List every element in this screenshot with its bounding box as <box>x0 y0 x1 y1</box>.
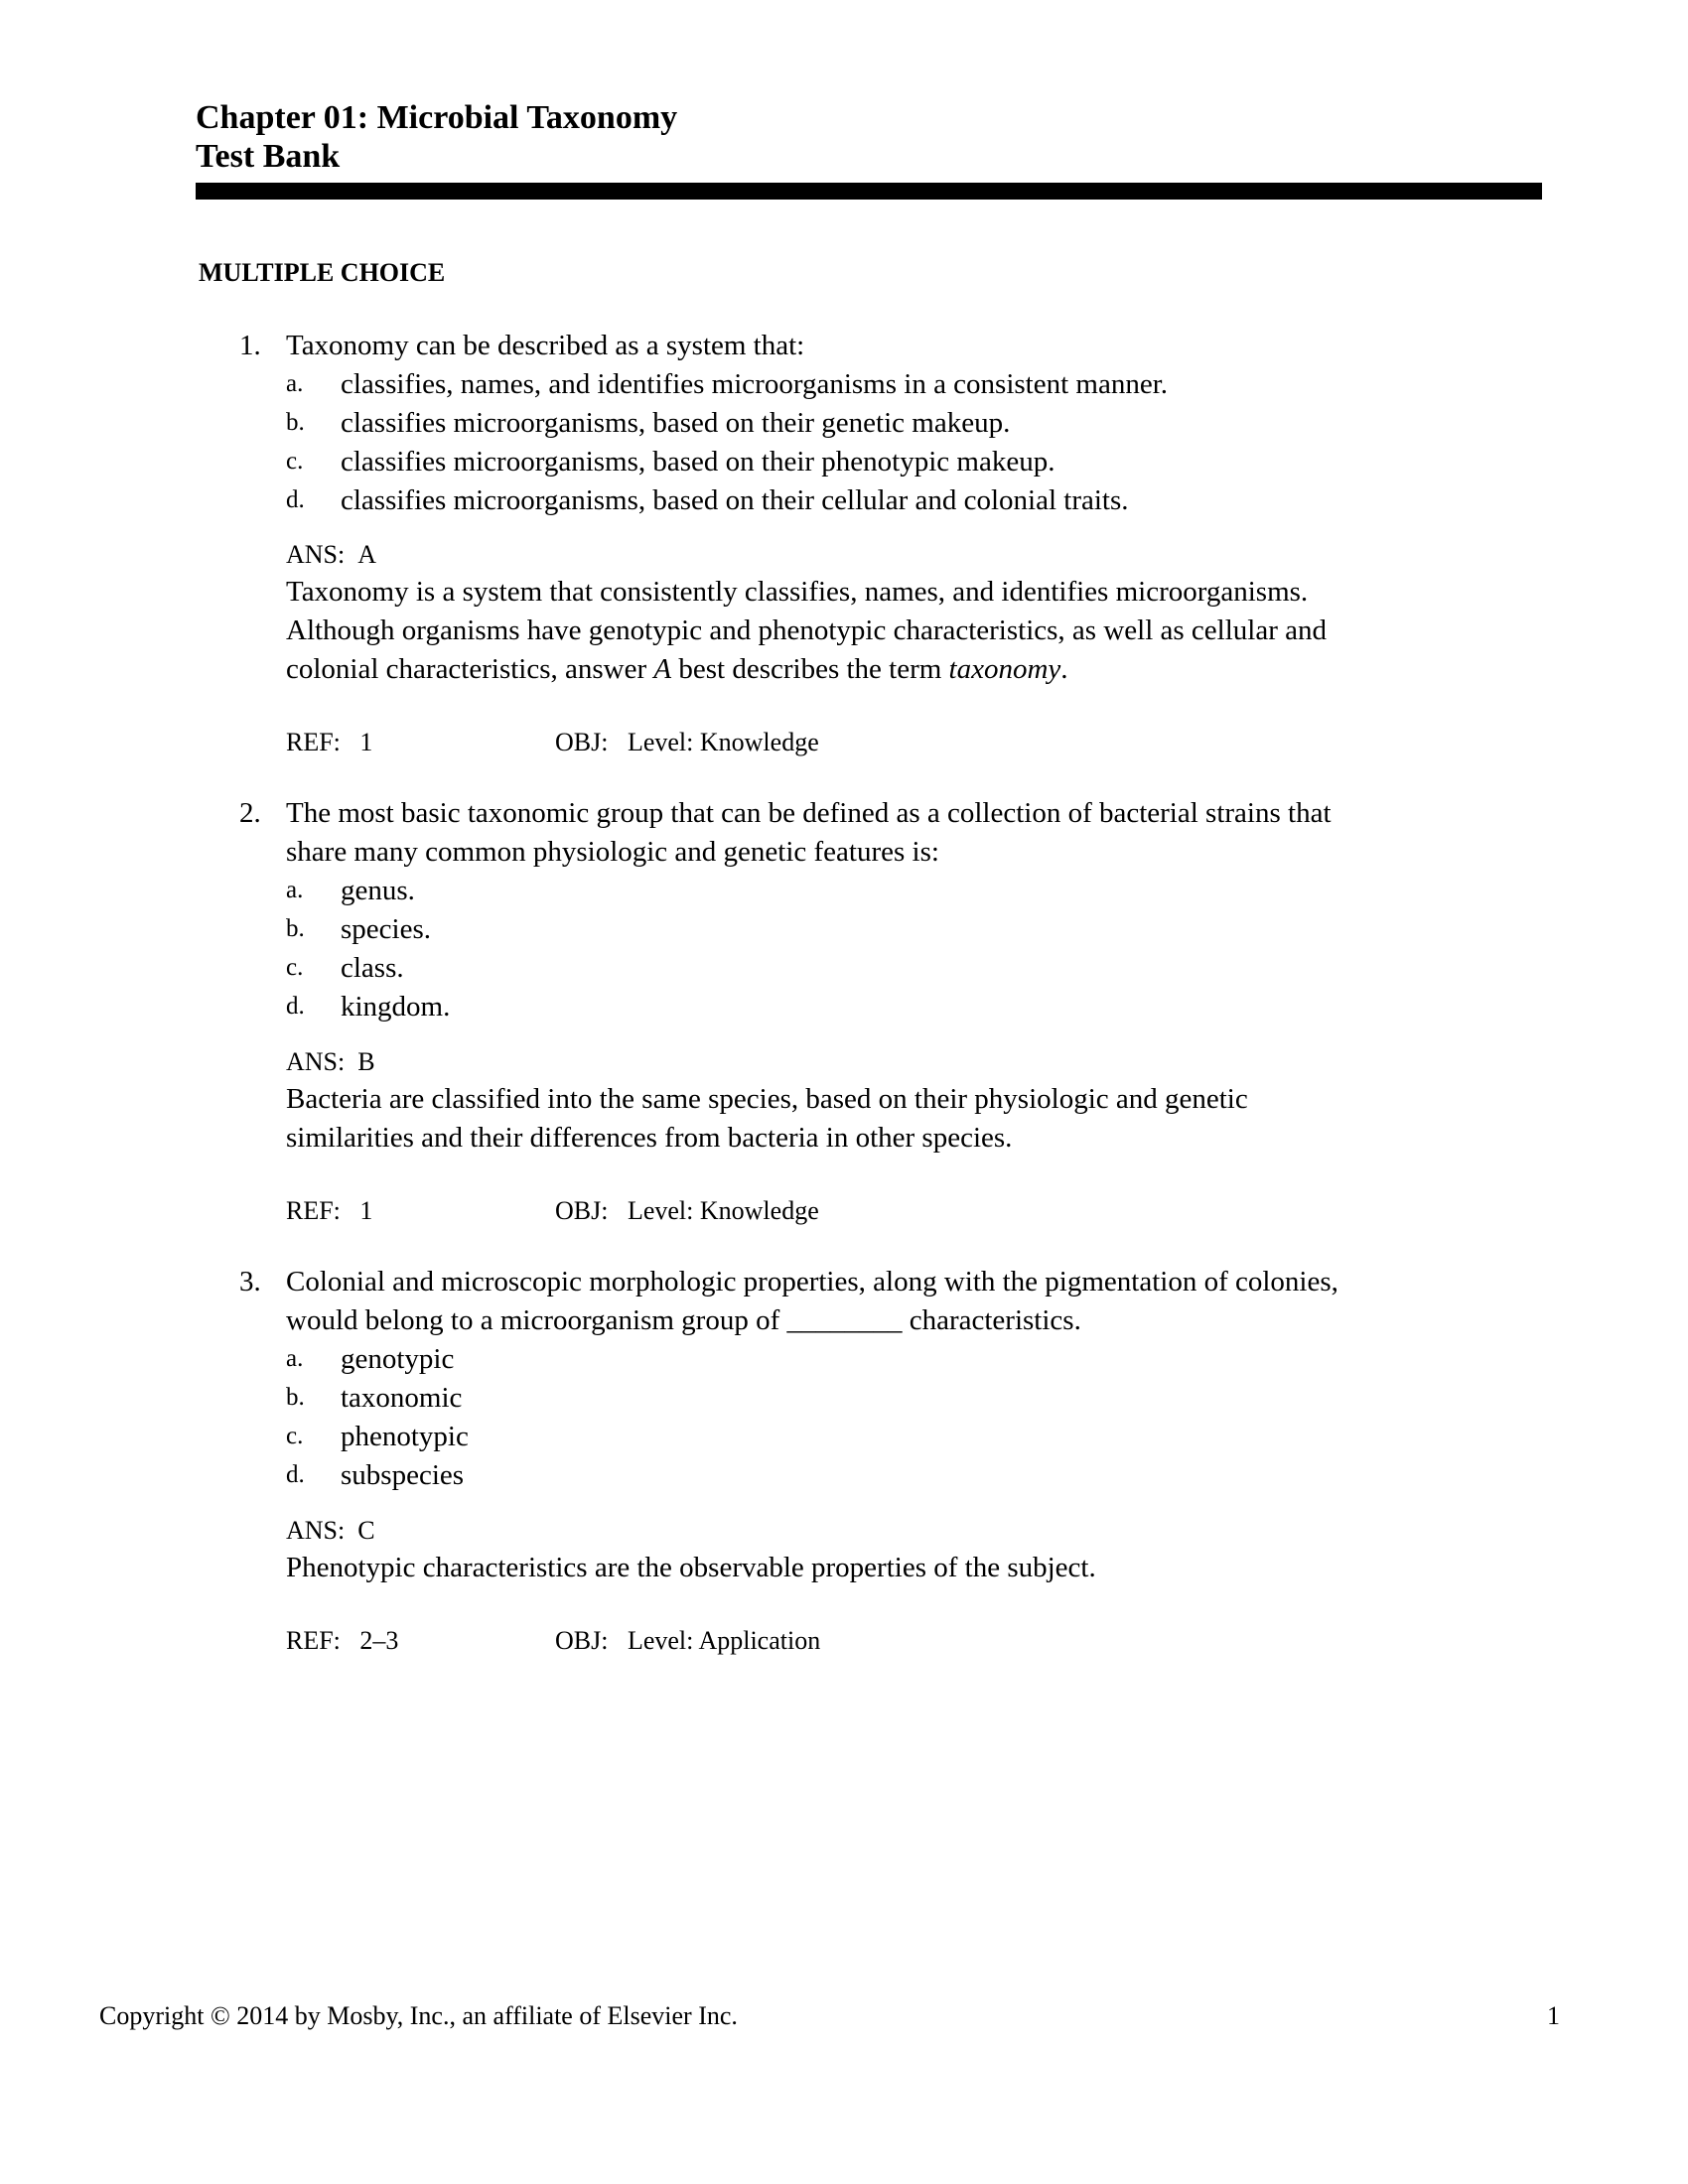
option-letter: c. <box>286 1423 304 1449</box>
option-letter: d. <box>286 993 305 1020</box>
answer-value: C <box>357 1516 375 1545</box>
option-letter: b. <box>286 409 305 436</box>
obj-value: Level: Knowledge <box>627 1196 819 1225</box>
obj-label: OBJ: <box>555 1196 609 1225</box>
explanation-line: Taxonomy is a system that consistently classifies, names, and identifies microorganisms. <box>286 576 1309 608</box>
obj-value: Level: Knowledge <box>627 728 819 756</box>
ref-label: REF: <box>286 1196 341 1225</box>
document-subtitle: Test Bank <box>196 138 341 175</box>
answer-line <box>286 1516 375 1546</box>
option-letter: d. <box>286 486 305 513</box>
answer-label: ANS: <box>286 1516 346 1545</box>
question-stem: share many common physiologic and genetic features is: <box>286 836 939 868</box>
ref-line <box>286 1196 372 1226</box>
answer-label: ANS: <box>286 540 346 569</box>
question-stem: The most basic taxonomic group that can be defined as a collection of bacterial strains that <box>286 797 1332 829</box>
obj-line <box>555 728 819 757</box>
obj-line <box>555 1626 820 1656</box>
option-text: kingdom. <box>341 991 451 1023</box>
explanation-line: Bacteria are classified into the same species, based on their physiologic and genetic <box>286 1083 1248 1115</box>
option-text: subspecies <box>341 1459 465 1491</box>
option-letter: d. <box>286 1461 305 1488</box>
explanation-line: Although organisms have genotypic and phenotypic characteristics, as well as cellular and <box>286 614 1327 646</box>
page-number: 1 <box>1547 2001 1560 2030</box>
option-letter: a. <box>286 370 304 397</box>
ref-line <box>286 1626 398 1656</box>
ref-value: 2–3 <box>359 1626 399 1655</box>
copyright-notice: Copyright © 2014 by Mosby, Inc., an affiliate of Elsevier Inc. <box>99 2001 738 2030</box>
option-text: classifies microorganisms, based on their phenotypic makeup. <box>341 446 1055 478</box>
question-number: 3. <box>239 1266 261 1297</box>
question-number: 1. <box>239 330 261 361</box>
question-number: 2. <box>239 797 261 829</box>
question-stem: would belong to a microorganism group of ________ characteristics. <box>286 1304 1081 1336</box>
chapter-title: Chapter 01: Microbial Taxonomy <box>196 99 678 136</box>
obj-line <box>555 1196 819 1226</box>
option-letter: b. <box>286 915 305 942</box>
ref-value: 1 <box>359 728 373 756</box>
italic-term: taxonomy <box>948 653 1061 685</box>
option-text: genotypic <box>341 1343 455 1375</box>
italic-answer-letter: A <box>653 653 672 685</box>
option-text: phenotypic <box>341 1421 469 1452</box>
option-text: genus. <box>341 875 415 906</box>
answer-line <box>286 1047 375 1077</box>
option-text: class. <box>341 952 404 984</box>
answer-label: ANS: <box>286 1047 346 1076</box>
ref-label: REF: <box>286 728 341 756</box>
answer-value: B <box>357 1047 375 1076</box>
question-stem: Taxonomy can be described as a system that: <box>286 330 805 361</box>
option-letter: a. <box>286 877 304 903</box>
option-letter: c. <box>286 448 304 475</box>
section-heading: MULTIPLE CHOICE <box>199 258 446 287</box>
answer-value: A <box>357 540 377 569</box>
ref-label: REF: <box>286 1626 341 1655</box>
option-text: classifies, names, and identifies microorganisms in a consistent manner. <box>341 368 1169 400</box>
option-letter: c. <box>286 954 304 981</box>
option-text: classifies microorganisms, based on their cellular and colonial traits. <box>341 484 1129 516</box>
ref-line <box>286 728 372 757</box>
explanation-line: Phenotypic characteristics are the observable properties of the subject. <box>286 1552 1096 1583</box>
question-stem: Colonial and microscopic morphologic properties, along with the pigmentation of colonies, <box>286 1266 1338 1297</box>
option-letter: b. <box>286 1384 305 1411</box>
ref-value: 1 <box>359 1196 373 1225</box>
option-letter: a. <box>286 1345 304 1372</box>
obj-value: Level: Application <box>627 1626 821 1655</box>
option-text: species. <box>341 913 431 945</box>
header-rule <box>196 183 1542 200</box>
explanation-line: similarities and their differences from bacteria in other species. <box>286 1122 1013 1154</box>
explanation-line: colonial characteristics, answer A best describes the term taxonomy. <box>286 653 1068 685</box>
answer-line <box>286 540 376 570</box>
option-text: taxonomic <box>341 1382 463 1414</box>
option-text: classifies microorganisms, based on their genetic makeup. <box>341 407 1011 439</box>
obj-label: OBJ: <box>555 728 609 756</box>
obj-label: OBJ: <box>555 1626 609 1655</box>
